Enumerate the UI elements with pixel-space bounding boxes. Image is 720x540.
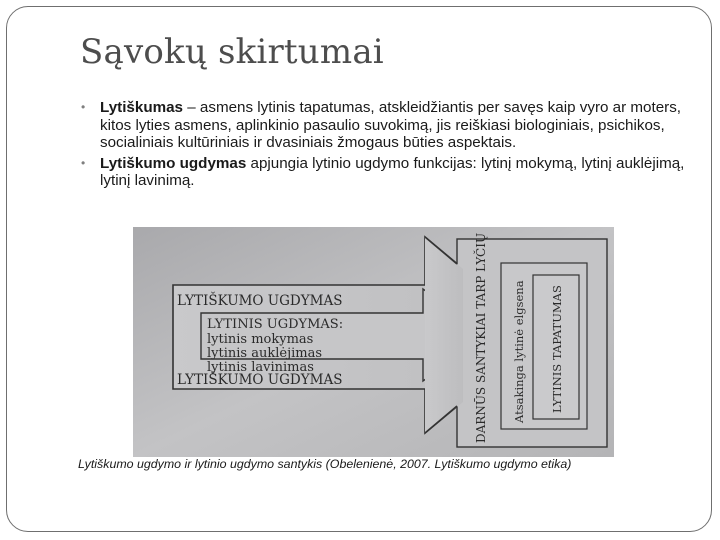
bullet-marker: • bbox=[81, 155, 86, 170]
inner-item-1: lytinis auklėjimas bbox=[207, 346, 323, 361]
inner-title: LYTINIS UGDYMAS: bbox=[207, 317, 344, 332]
vertical-label-outer: DARNŪS SANTYKIAI TARP LYČIŲ bbox=[474, 232, 488, 443]
bullet-item-lytiskumas bbox=[76, 99, 686, 152]
inner-item-2: lytinis lavinimas bbox=[207, 360, 314, 375]
diagram-caption: Lytiškumo ugdymo ir lytinio ugdymo santykis (Obelenienė, 2007. Lytiškumo ugdymo etika) bbox=[78, 457, 572, 471]
outer-label-top: LYTIŠKUMO UGDYMAS bbox=[177, 293, 343, 309]
outer-label-bottom: LYTIŠKUMO UGDYMAS bbox=[177, 372, 343, 388]
inner-item-0: lytinis mokymas bbox=[207, 332, 314, 347]
bullet-term: Lytiškumo ugdymas bbox=[100, 154, 247, 172]
vertical-label-inner: LYTINIS TAPATUMAS bbox=[550, 285, 564, 413]
vertical-label-middle: Atsakinga lytinė elgsena bbox=[512, 280, 526, 423]
bullet-marker: • bbox=[81, 100, 86, 114]
bullet-term: Lytiškumas bbox=[100, 99, 184, 116]
slide-title: Sąvokų skirtumai bbox=[80, 32, 384, 72]
bullet-item-lytiskumo-ugdymas bbox=[76, 155, 686, 190]
bullet-list bbox=[76, 99, 686, 193]
diagram-photo bbox=[133, 227, 614, 457]
bullet-text: apjungia lytinio ugdymo funkcijas: lytinį mokymą, lytinį auklėjimą, lytinį lavinimą. bbox=[100, 154, 685, 190]
arrow-tip-overlay bbox=[425, 237, 463, 433]
bullet-text: – asmens lytinis tapatumas, atskleidžiantis per savęs kaip vyro ar moters, kitos lyties asmens, aplinkinio pasaulio suvokimą, jis reiškiasi biologiniais, psichikos, socialiniais kultūriniais ir dvasiniais žmogaus būties aspektais. bbox=[100, 99, 682, 152]
